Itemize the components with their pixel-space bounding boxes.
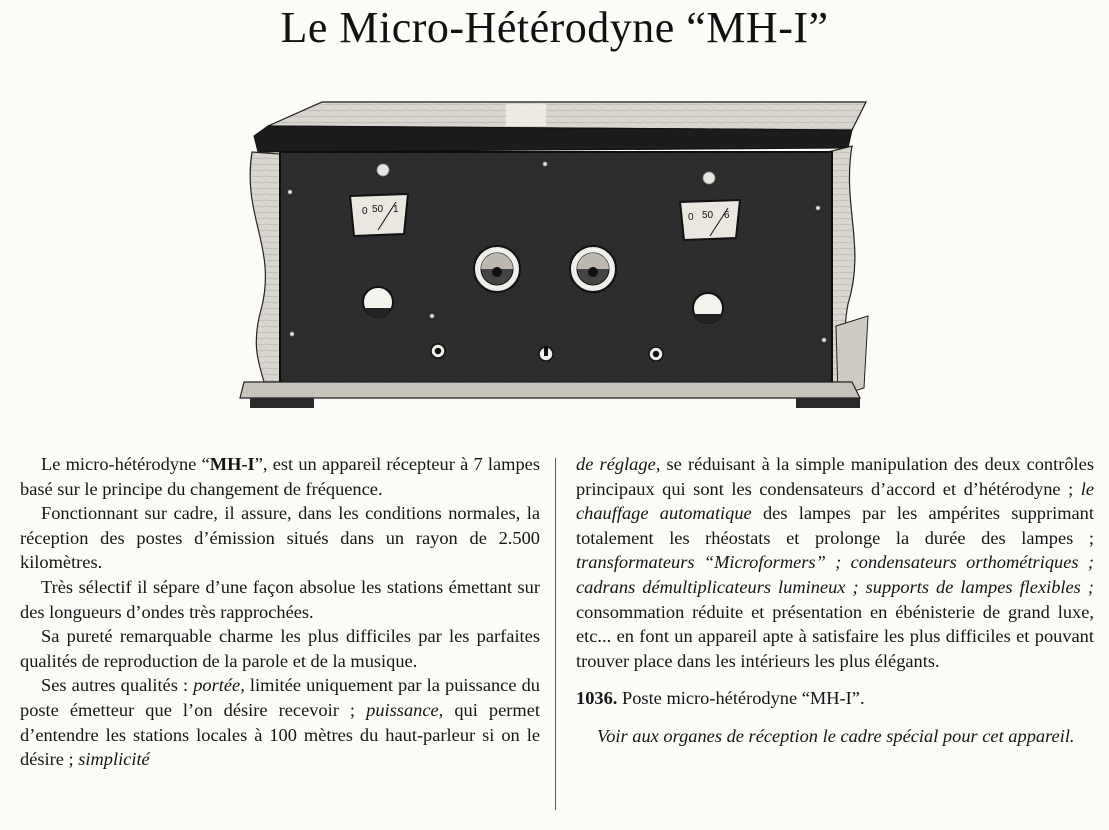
- left-dial-min: 0: [362, 206, 368, 217]
- product-line: [576, 686, 1094, 711]
- qualities-puissance: puissance,: [366, 699, 444, 720]
- column-divider: [555, 458, 556, 810]
- front-panel: [280, 152, 832, 384]
- left-dial-meter: [350, 194, 408, 236]
- features-text-a: se réduisant à la simple manipulation des deux contrôles principaux qui sont les condensateurs d’accord et d’hétérodyne ;: [576, 454, 1094, 499]
- product-text: Poste micro-hétérodyne “MH-I”.: [617, 688, 865, 709]
- control-knob-right: [693, 293, 723, 324]
- right-dial-min: 0: [688, 212, 694, 223]
- right-dial-meter: [680, 200, 740, 240]
- page-title: Le Micro-Hétérodyne “MH-I”: [280, 3, 829, 52]
- qualities-simplicite: simplicité: [78, 749, 150, 770]
- qualities-text-b: limitée uniquement par la puissance du poste émetteur que l’on désire recevoir ;: [20, 675, 541, 720]
- features-reglage: de réglage,: [576, 454, 661, 474]
- left-dial-max: 1: [393, 204, 399, 215]
- product-number: 1036.: [576, 688, 618, 709]
- tuning-knob-right: [570, 246, 616, 292]
- paragraph-selectivity: Très sélectif il sépare d’une façon absolue les stations émettant sur des longueurs d’ondes très rapprochées.: [20, 576, 540, 622]
- qualities-text-a: Ses autres qualités :: [41, 675, 194, 696]
- features-components: transformateurs “Microformers” ; condensateurs orthométriques ; cadrans démultiplicateurs lumineux ; supports de lampes flexibles ;: [576, 552, 1094, 597]
- note-line: [576, 724, 1094, 749]
- model-name-bold: MH-I: [209, 454, 255, 474]
- right-text-column: [576, 452, 1094, 749]
- cabinet-lid: [254, 102, 866, 152]
- features-text-b: des lampes par les ampérites supprimant totalement les rhéostats et prolonge la durée des lampes ;: [576, 503, 1094, 548]
- features-chauffage: le chauffage automatique: [576, 478, 1094, 524]
- right-dial-mid: 50: [702, 210, 714, 221]
- cabinet-base: [240, 382, 860, 408]
- paragraph-purity: Sa pureté remarquable charme les plus difficiles par les parfaites qualités de reproduction de la parole et de la musique.: [20, 626, 540, 671]
- paragraph-qualities: [20, 673, 540, 771]
- paragraph-features: [576, 452, 1094, 673]
- intro-text-a: Le micro-hétérodyne “: [41, 454, 210, 474]
- qualities-portee: portée,: [193, 675, 245, 696]
- radio-receiver-illustration: [236, 96, 870, 414]
- features-text-c: consommation réduite et présentation en ébénisterie de grand luxe, etc... en font un appareil apte à satisfaire les plus difficiles et pouvant trouver place dans les intérieurs les plus élégants.: [576, 601, 1094, 671]
- paragraph-intro: [20, 452, 540, 501]
- intro-text-b: ”, est un appareil récepteur à 7 lampes basé sur le principe du changement de fréquence.: [20, 454, 540, 499]
- tuning-knob-left: [474, 246, 520, 292]
- qualities-text-c: qui permet d’entendre les stations locales à 100 mètres du haut-parleur si on le désire ;: [20, 699, 540, 770]
- left-dial-mid: 50: [372, 204, 384, 215]
- right-dial-max: 6: [724, 210, 730, 221]
- paragraph-range: Fonctionnant sur cadre, il assure, dans les conditions normales, la réception des postes d’émission situés dans un rayon de 2.500 kilomètres.: [20, 503, 540, 573]
- left-text-column: [20, 452, 540, 772]
- control-knob-left: [363, 287, 393, 318]
- note-text: Voir aux organes de réception le cadre spécial pour cet appareil.: [597, 725, 1075, 746]
